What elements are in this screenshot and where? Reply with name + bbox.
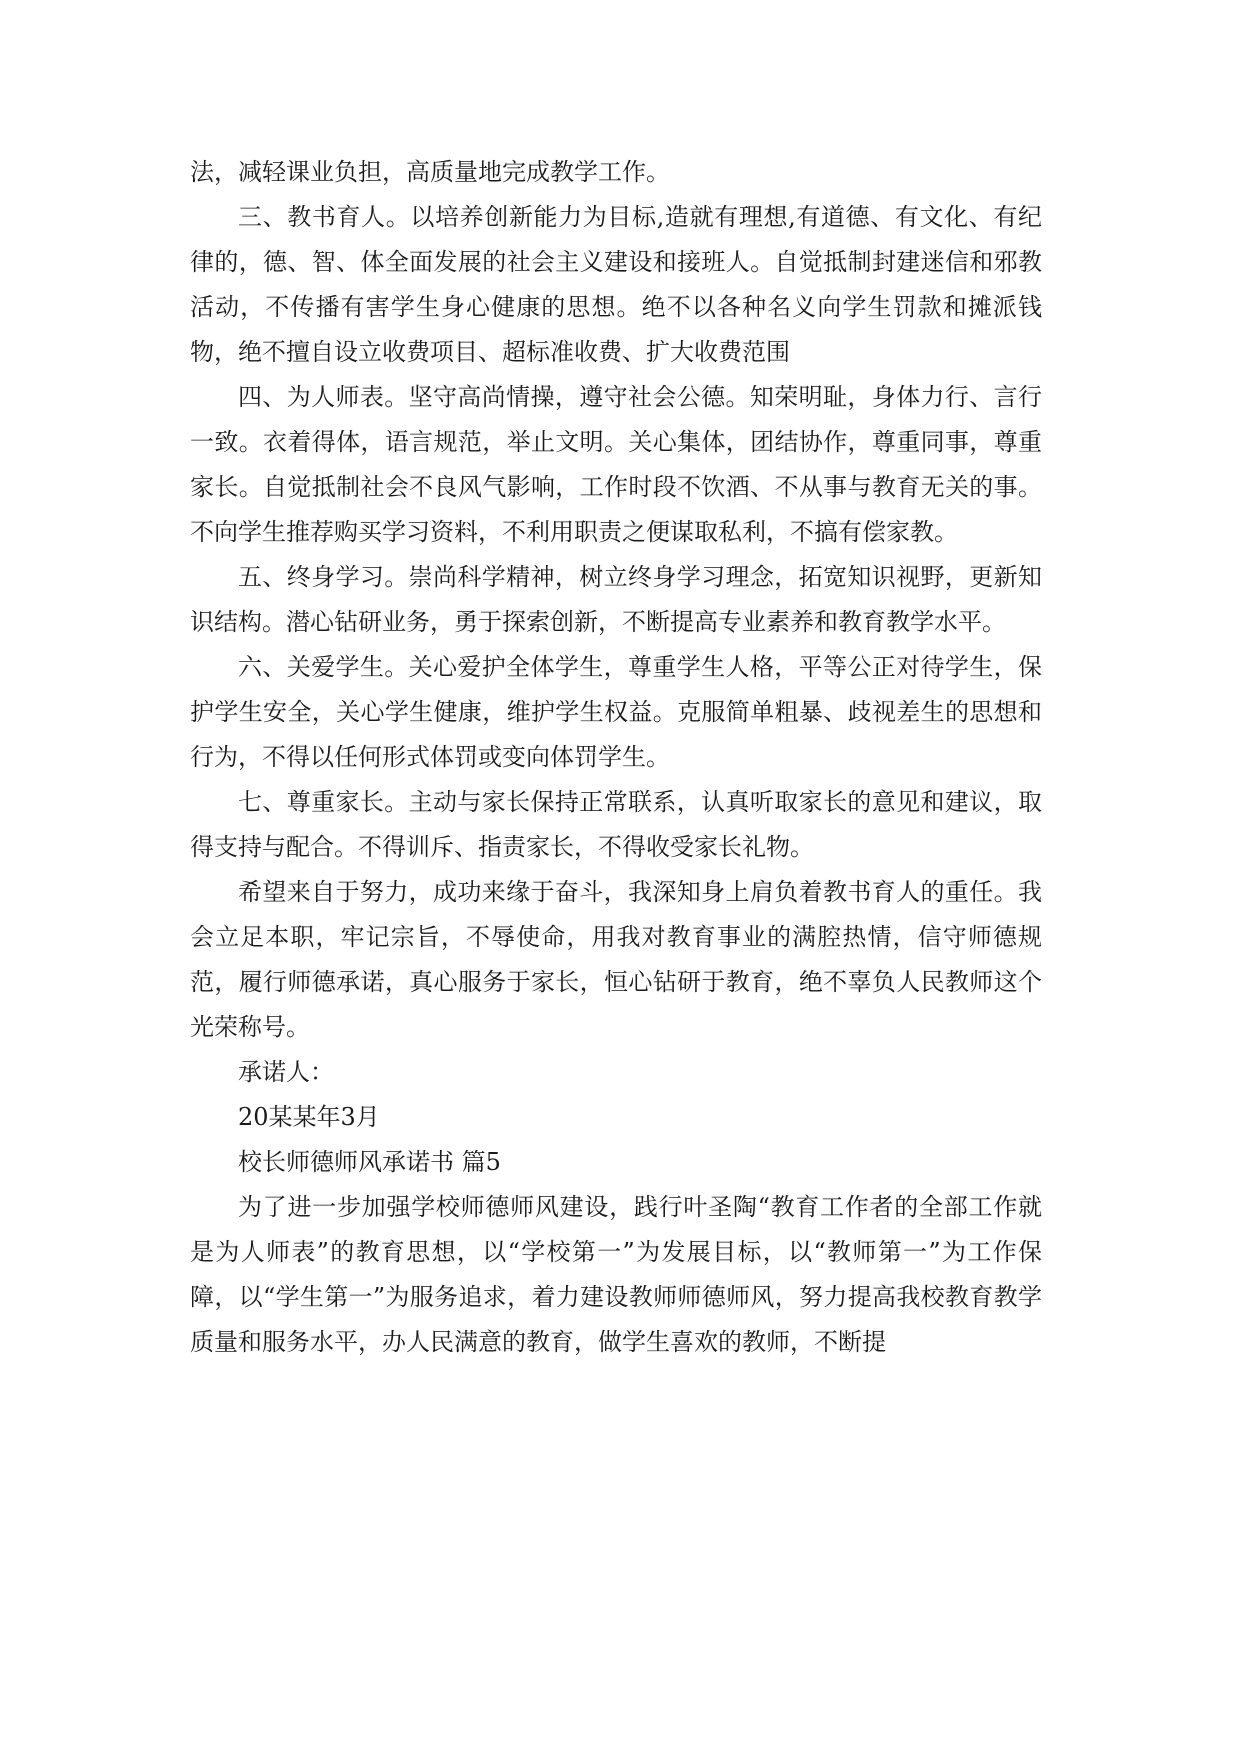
paragraph-item-3: 三、教书育人。以培养创新能力为目标,造就有理想,有道德、有文化、有纪律的，德、智、体全面发展的社会主义建设和接班人。自觉抵制封建迷信和邪教活动，不传播有害学生身心健康的思想。绝不以各种名义向学生罚款和摊派钱物，绝不擅自设立收费项目、超标准收费、扩大收费范围 (190, 203, 1042, 366)
section-title: 校长师德师风承诺书 篇5 (238, 1148, 501, 1176)
date-line: 20某某年3月 (238, 1103, 380, 1131)
paragraph-item-7: 七、尊重家长。主动与家长保持正常联系，认真听取家长的意见和建议，取得支持与配合。不得训斥、指责家长，不得收受家长礼物。 (190, 788, 1042, 861)
paragraph-continued: 法，减轻课业负担，高质量地完成教学工作。 (190, 158, 670, 186)
signature-line: 承诺人： (238, 1058, 334, 1086)
paragraph-item-4: 四、为人师表。坚守高尚情操，遵守社会公德。知荣明耻，身体力行、言行一致。衣着得体，语言规范，举止文明。关心集体，团结协作，尊重同事，尊重家长。自觉抵制社会不良风气影响，工作时段不饮酒、不从事与教育无关的事。不向学生推荐购买学习资料，不利用职责之便谋取私利，不搞有偿家教。 (190, 383, 1042, 546)
document-body (190, 150, 1042, 1365)
paragraph-closing: 希望来自于努力，成功来缘于奋斗，我深知身上肩负着教书育人的重任。我会立足本职，牢记宗旨，不辱使命，用我对教育事业的满腔热情，信守师德规范，履行师德承诺，真心服务于家长，恒心钻研于教育，绝不辜负人民教师这个光荣称号。 (190, 878, 1042, 1041)
paragraph-item-5: 五、终身学习。崇尚科学精神，树立终身学习理念，拓宽知识视野，更新知识结构。潜心钻研业务，勇于探索创新，不断提高专业素养和教育教学水平。 (190, 563, 1042, 636)
paragraph-intro: 为了进一步加强学校师德师风建设，践行叶圣陶“教育工作者的全部工作就是为人师表”的教育思想，以“学校第一”为发展目标，以“教师第一”为工作保障，以“学生第一”为服务追求，着力建设教师师德师风，努力提高我校教育教学质量和服务水平，办人民满意的教育，做学生喜欢的教师，不断提 (190, 1193, 1042, 1356)
paragraph-item-6: 六、关爱学生。关心爱护全体学生，尊重学生人格，平等公正对待学生，保护学生安全，关心学生健康，维护学生权益。克服简单粗暴、歧视差生的思想和行为，不得以任何形式体罚或变向体罚学生。 (190, 653, 1042, 771)
